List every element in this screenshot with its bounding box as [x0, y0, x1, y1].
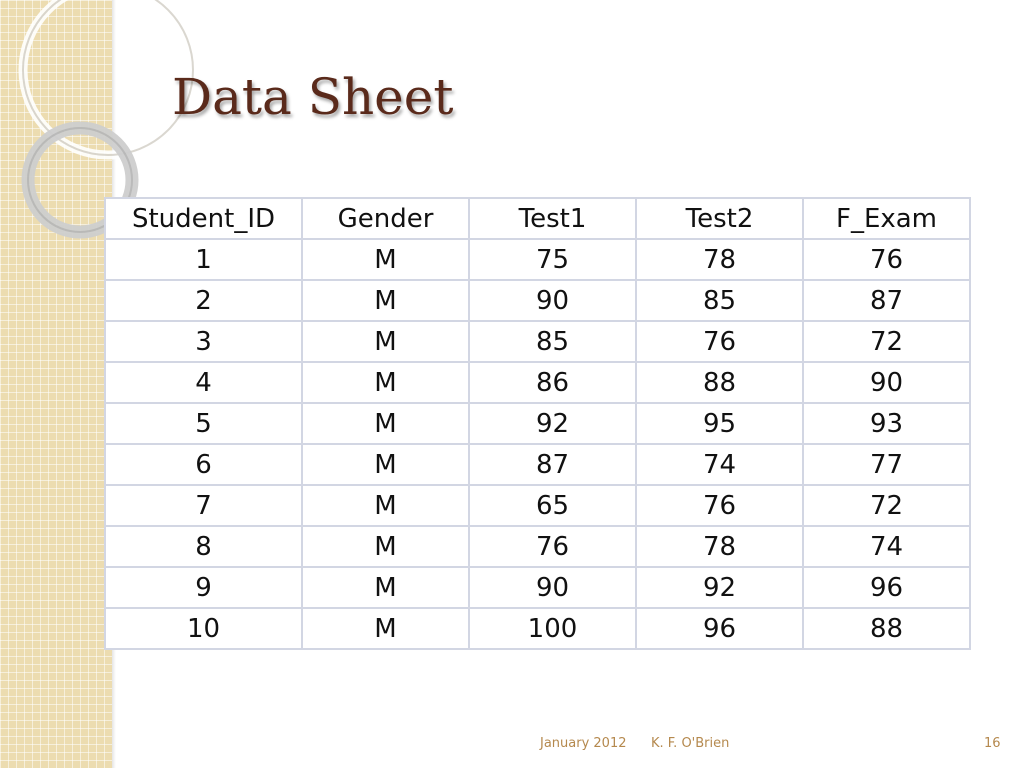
table-cell: 4 — [105, 362, 302, 403]
table-row — [105, 362, 970, 403]
table-cell: 88 — [636, 362, 803, 403]
table-cell: 85 — [636, 280, 803, 321]
table-row — [105, 444, 970, 485]
table-cell: 74 — [636, 444, 803, 485]
table-cell: 90 — [803, 362, 970, 403]
column-header: F_Exam — [803, 198, 970, 239]
column-header: Gender — [302, 198, 469, 239]
table-cell: 95 — [636, 403, 803, 444]
column-header: Student_ID — [105, 198, 302, 239]
table-row — [105, 526, 970, 567]
table-cell: 7 — [105, 485, 302, 526]
table-cell: 87 — [803, 280, 970, 321]
table-cell: M — [302, 485, 469, 526]
table-cell: 87 — [469, 444, 636, 485]
column-header: Test1 — [469, 198, 636, 239]
table-cell: 2 — [105, 280, 302, 321]
data-table — [104, 197, 971, 650]
column-header: Test2 — [636, 198, 803, 239]
footer-date: January 2012 — [540, 736, 627, 751]
table-cell: 76 — [803, 239, 970, 280]
table-cell: 65 — [469, 485, 636, 526]
table-header-row — [105, 198, 970, 239]
table-cell: 9 — [105, 567, 302, 608]
table-cell: 72 — [803, 321, 970, 362]
table-cell: 78 — [636, 239, 803, 280]
table-cell: 8 — [105, 526, 302, 567]
table-cell: 76 — [469, 526, 636, 567]
table-cell: 90 — [469, 567, 636, 608]
table-cell: 77 — [803, 444, 970, 485]
table-cell: 96 — [803, 567, 970, 608]
table-cell: 88 — [803, 608, 970, 649]
table-cell: M — [302, 608, 469, 649]
table-cell: 74 — [803, 526, 970, 567]
table-cell: 76 — [636, 321, 803, 362]
table-row — [105, 403, 970, 444]
table-cell: 3 — [105, 321, 302, 362]
table-cell: 92 — [469, 403, 636, 444]
table-cell: 92 — [636, 567, 803, 608]
table-cell: 5 — [105, 403, 302, 444]
table-cell: M — [302, 567, 469, 608]
table-row — [105, 485, 970, 526]
footer-page-number: 16 — [984, 736, 1001, 751]
table-cell: 90 — [469, 280, 636, 321]
table-cell: M — [302, 403, 469, 444]
table-cell: 6 — [105, 444, 302, 485]
table-cell: 78 — [636, 526, 803, 567]
footer-author: K. F. O'Brien — [651, 736, 730, 751]
table-cell: 72 — [803, 485, 970, 526]
table-cell: 96 — [636, 608, 803, 649]
table-row — [105, 239, 970, 280]
table-row — [105, 280, 970, 321]
table-cell: 75 — [469, 239, 636, 280]
table-row — [105, 321, 970, 362]
table-cell: 1 — [105, 239, 302, 280]
table-cell: M — [302, 239, 469, 280]
table-row — [105, 608, 970, 649]
table-cell: 85 — [469, 321, 636, 362]
table-cell: M — [302, 321, 469, 362]
table-cell: 10 — [105, 608, 302, 649]
table-cell: 93 — [803, 403, 970, 444]
table-cell: 76 — [636, 485, 803, 526]
table-cell: 100 — [469, 608, 636, 649]
table-cell: 86 — [469, 362, 636, 403]
table-cell: M — [302, 526, 469, 567]
slide-title: Data Sheet — [172, 68, 454, 126]
table-row — [105, 567, 970, 608]
table-cell: M — [302, 280, 469, 321]
table-cell: M — [302, 444, 469, 485]
table-cell: M — [302, 362, 469, 403]
